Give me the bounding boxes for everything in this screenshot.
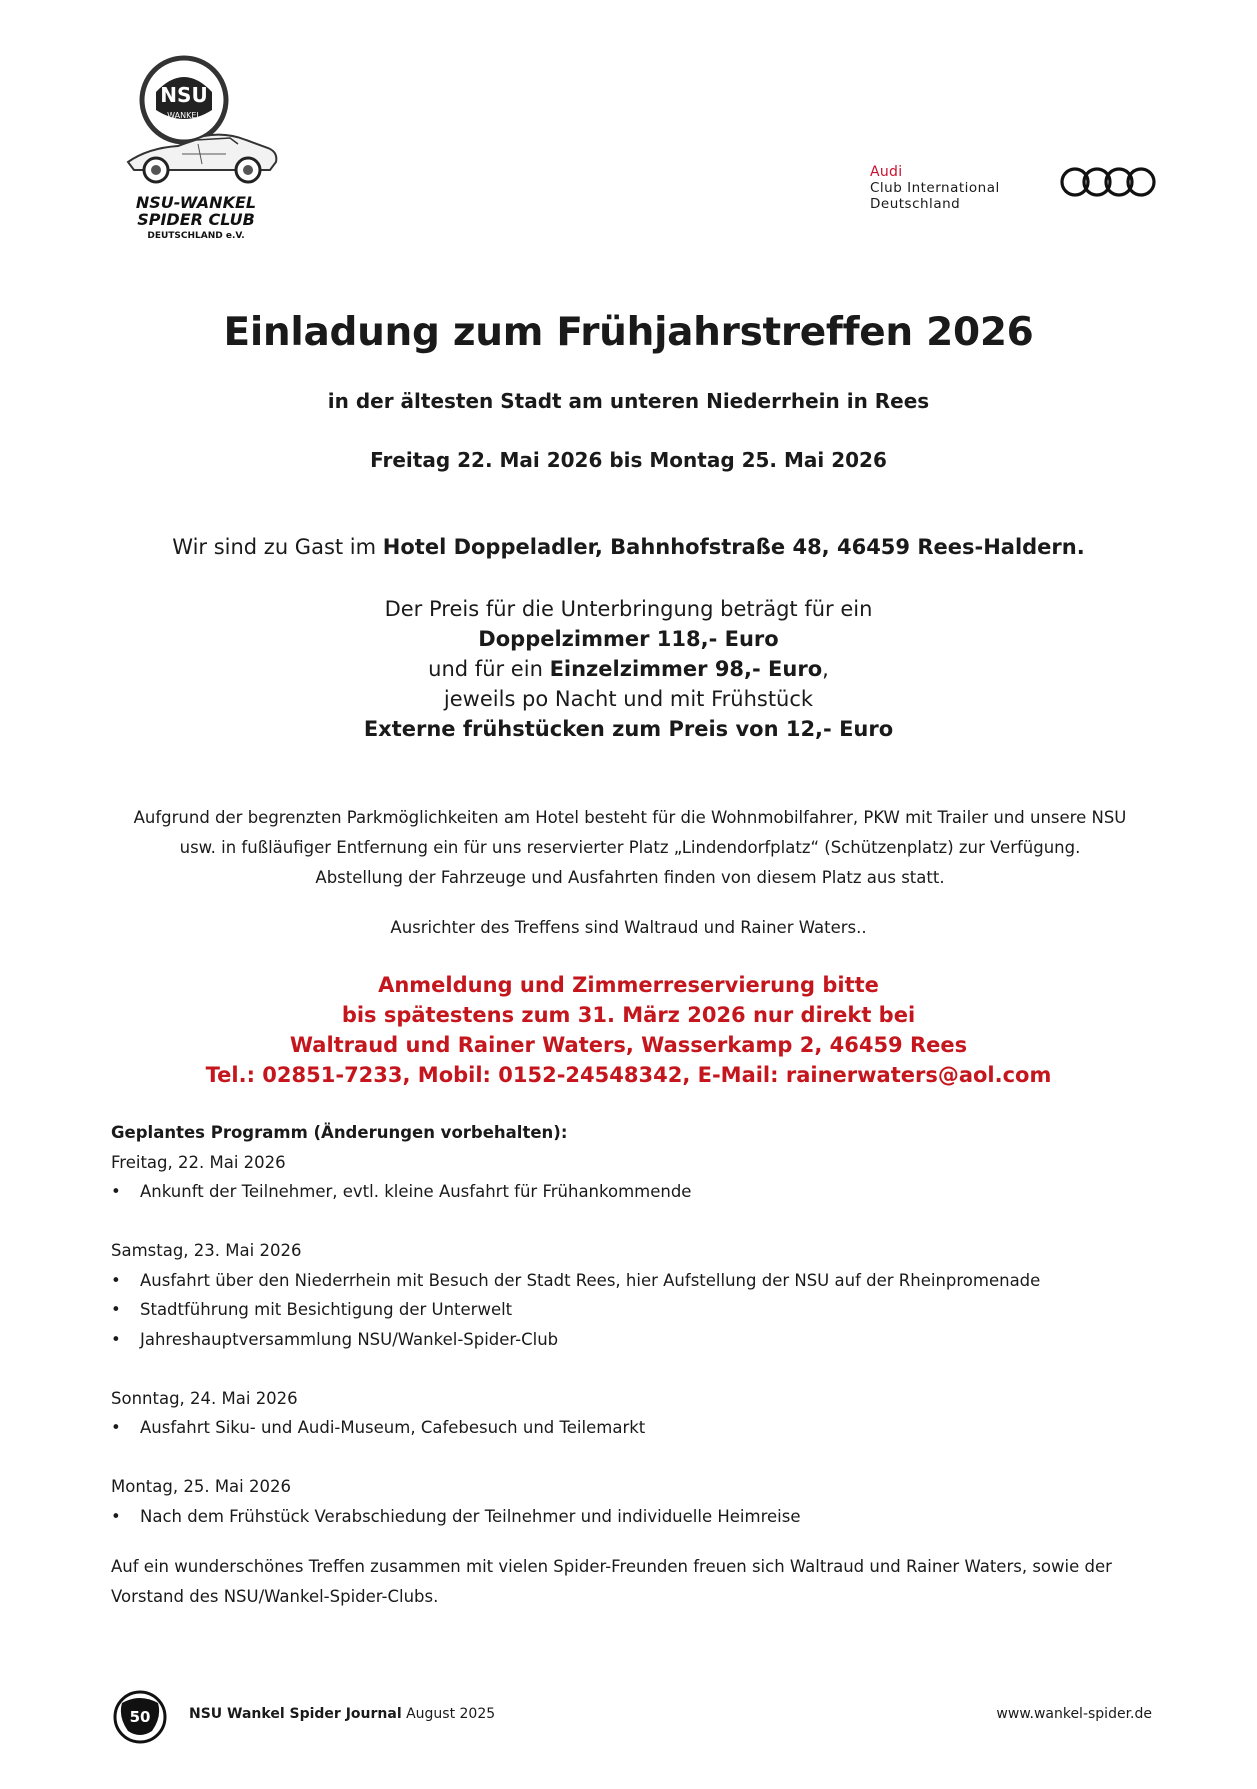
registration-contact: Tel.: 02851-7233, Mobil: 0152-24548342, E-Mail: rainerwaters@aol.com [205,1063,1052,1087]
subtitle-dates: Freitag 22. Mai 2026 bis Montag 25. Mai 2026 [370,448,887,472]
double-room-price: Doppelzimmer 118,- Euro [478,627,779,651]
registration-block [0,970,1257,1090]
club-line1: NSU-WANKEL [135,193,257,212]
hotel-name-address: Hotel Doppeladler, Bahnhofstraße 48, 46459 Rees-Haldern. [382,535,1085,559]
closing-text [111,1552,1151,1611]
day-date: Samstag, 23. Mai 2026 [111,1241,302,1260]
external-breakfast-price: Externe frühstücken zum Preis von 12,- Euro [363,717,894,741]
list-item: • Ankunft der Teilnehmer, evtl. kleine Ausfahrt für Frühankommende [111,1177,1151,1207]
single-room-line [0,654,1257,684]
day-date: Montag, 25. Mai 2026 [111,1477,291,1496]
audi-club-line1: Club International [870,180,1000,196]
program-section [111,1118,1151,1531]
single-room-price: Einzelzimmer 98,- Euro [549,657,823,681]
journal-issue: August 2025 [401,1706,496,1722]
parking-line3: Abstellung der Fahrzeuge und Ausfahrten finden von diesem Platz aus statt. [315,868,945,887]
audi-rings-icon [1058,164,1158,200]
page-number: 50 [129,1708,151,1726]
parking-line2: usw. in fußläufiger Entfernung ein für uns reservierter Platz „Lindendorfplatz“ (Schützenplatz) zur Verfügung. [179,838,1081,857]
day-date: Freitag, 22. Mai 2026 [111,1152,286,1172]
program-day-friday [111,1148,1151,1207]
single-room-suffix: , [822,657,829,681]
per-night-note: jeweils po Nacht und mit Frühstück [443,687,814,711]
subtitle-location: in der ältesten Stadt am unteren Niederrhein in Rees [327,389,930,413]
program-heading: Geplantes Programm (Änderungen vorbehalten): [111,1123,568,1142]
audi-brand: Audi [870,164,903,180]
day-items [111,1502,1151,1532]
nsu-wankel-spider-club-logo [118,52,314,248]
list-item: • Jahreshauptversammlung NSU/Wankel-Spider-Club [111,1325,1151,1355]
day-items [111,1177,1151,1207]
program-day-sunday [111,1384,1151,1443]
day-date: Sonntag, 24. Mai 2026 [111,1388,298,1408]
registration-line2: bis spätestens zum 31. März 2026 nur direkt bei [341,1003,916,1027]
list-item: • Stadtführung mit Besichtigung der Unterwelt [111,1295,1151,1325]
badge-subtext: WANKEL [167,111,201,120]
audi-club-logo [870,162,1170,212]
hotel-info [0,535,1257,559]
page-title: Einladung zum Frühjahrstreffen 2026 [223,310,1034,355]
day-items [111,1413,1151,1443]
list-item: • Ausfahrt Siku- und Audi-Museum, Cafebesuch und Teilemarkt [111,1413,1151,1443]
single-room-prefix: und für ein [428,657,550,681]
price-intro: Der Preis für die Unterbringung beträgt für ein [384,597,873,621]
journal-name: NSU Wankel Spider Journal [189,1706,402,1722]
page-number-badge-icon [112,1689,168,1745]
registration-line1: Anmeldung und Zimmerreservierung bitte [378,973,879,997]
list-item: • Ausfahrt über den Niederrhein mit Besuch der Stadt Rees, hier Aufstellung der NSU auf der Rheinpromenade [111,1266,1151,1296]
program-day-monday [111,1472,1151,1531]
parking-info [110,803,1150,893]
price-block [0,594,1257,744]
list-item: • Nach dem Frühstück Verabschiedung der Teilnehmer und individuelle Heimreise [111,1502,1151,1532]
audi-club-line2: Deutschland [870,196,961,212]
program-day-saturday [111,1236,1151,1354]
hotel-prefix: Wir sind zu Gast im [172,535,383,559]
parking-line1: Aufgrund der begrenzten Parkmöglichkeiten am Hotel besteht für die Wohnmobilfahrer, PKW mit Trailer und unsere NSU [133,808,1127,827]
footer-url[interactable]: www.wankel-spider.de [996,1706,1152,1722]
club-line2: SPIDER CLUB [137,210,255,229]
organizer-info: Ausrichter des Treffens sind Waltraud und Rainer Waters.. [390,918,867,937]
registration-line3: Waltraud und Rainer Waters, Wasserkamp 2, 46459 Rees [289,1033,968,1057]
club-line3: DEUTSCHLAND e.V. [147,231,245,241]
closing-line1: Auf ein wunderschönes Treffen zusammen mit vielen Spider-Freunden freuen sich Waltraud und Rainer Waters, sowie der [111,1557,1112,1576]
closing-line2: Vorstand des NSU/Wankel-Spider-Clubs. [111,1586,439,1606]
badge-text: NSU [160,83,208,107]
day-items [111,1266,1151,1355]
nsu-logo-graphic [118,52,314,248]
footer-journal [189,1706,495,1722]
